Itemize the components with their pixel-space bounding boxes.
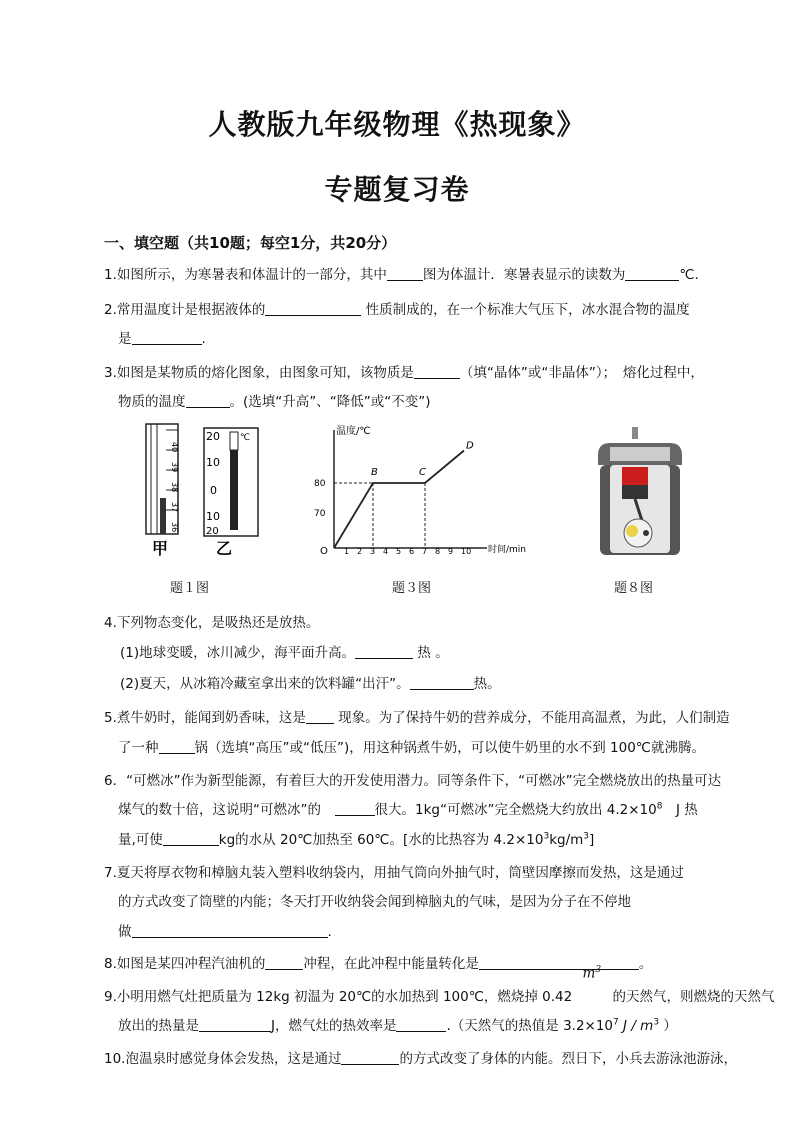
answer-blank[interactable] [265, 301, 361, 316]
x-tick-label: 5 [396, 547, 402, 555]
question-3-cont: 物质的温度 。(选填“升高”、“降低”或“不变”) [118, 394, 431, 410]
question-9: 9.小明用燃气灶把质量为 12kg 初温为 20℃的水加热到 100℃，燃烧掉 0.42 $m^3$ 的天然气，则燃烧的天然气 [104, 965, 775, 1005]
unit-m: m [582, 965, 596, 982]
answer-blank[interactable] [186, 393, 230, 408]
answer-blank[interactable] [414, 364, 460, 379]
answer-blank[interactable] [341, 1050, 399, 1065]
question-7: 7.夏天将厚衣物和樟脑丸装入塑料收纳袋内，用抽气筒向外抽气时，筒壁因摩擦而发热，这是通过 [104, 865, 684, 881]
label-jia: 甲 [152, 539, 169, 558]
question-2-cont: 是 . [118, 331, 206, 347]
question-2: 2.常用温度计是根据液体的 性质制成的，在一个标准大气压下，冰水混合物的温度 [104, 302, 690, 318]
answer-blank[interactable] [199, 1017, 271, 1032]
figure-3-caption: 题３图 [392, 581, 432, 596]
question-1: 1.如图所示，为寒暑表和体温计的一部分，其中 图为体温计．寒暑表显示的读数为 ℃. [104, 267, 699, 283]
question-4: 4.下列物态变化，是吸热还是放热。 [104, 615, 320, 631]
answer-blank[interactable] [163, 831, 219, 846]
x-tick-label: 3 [370, 547, 376, 555]
label-yi: 乙 [216, 539, 233, 558]
answer-blank[interactable] [265, 955, 303, 970]
engine-figure [590, 425, 690, 560]
answer-blank[interactable] [132, 923, 328, 938]
answer-blank[interactable] [410, 675, 474, 690]
point-label-d: D [466, 440, 474, 452]
figure-1-caption: 题１图 [170, 581, 210, 596]
graph-xlabel: 时间/min [488, 545, 527, 555]
tick-label: 10 [206, 456, 220, 469]
tick-label: 37 [170, 502, 179, 513]
page-subtitle: 专题复习卷 [324, 173, 470, 206]
point-label-c: C [419, 467, 426, 478]
answer-blank[interactable] [132, 330, 202, 345]
answer-blank[interactable] [355, 644, 413, 659]
question-10: 10.泡温泉时感觉身体会发热，这是通过 的方式改变了身体的内能。烈日下，小兵去游泳池游泳， [104, 1051, 737, 1067]
question-6-cont: 煤气的数十倍，这说明“可燃冰”的 很大。1kg“可燃冰”完全燃烧大约放出 $4.2\times 10^8$ J 热 [118, 801, 698, 818]
x-tick-label: 6 [409, 547, 415, 555]
y-tick-label: 70 [314, 509, 326, 519]
x-tick-label: 9 [448, 547, 454, 555]
question-6-cont2: 量,可使 kg的水从 20℃加热至 60℃。[水的比热容为 $4.2\times 10^3kg/m^3$] [118, 831, 595, 848]
series-line [334, 451, 464, 549]
section-heading: 一、填空题（共10题；每空1分，共20分） [104, 234, 397, 252]
question-5-cont: 了一种 锅（选填“高压”或“低压”)，用这种锅煮牛奶，可以使牛奶里的水不到 100℃就沸腾。 [118, 740, 705, 756]
point-label-b: B [371, 467, 378, 478]
question-6: 6．“可燃冰”作为新型能源，有着巨大的开发使用潜力。同等条件下，“可燃冰”完全燃烧放出的热量可达 [104, 773, 722, 789]
x-tick-label: 4 [383, 547, 389, 555]
y-tick-label: 80 [314, 479, 326, 489]
answer-blank[interactable] [306, 709, 334, 724]
answer-blank[interactable] [159, 739, 195, 754]
question-5: 5.煮牛奶时，能闻到奶香味，这是 现象。为了保持牛奶的营养成分，不能用高温煮，为此，人们制造 [104, 710, 730, 726]
tick-label: 20 [206, 430, 220, 443]
x-tick-label: 10 [461, 547, 472, 555]
x-tick-label: 2 [357, 547, 363, 555]
question-7-cont: 的方式改变了筒壁的内能；冬天打开收纳袋会闻到樟脑丸的气味，是因为分子在不停地 [118, 894, 631, 910]
figure-8-caption: 题８图 [614, 581, 654, 596]
answer-blank[interactable] [479, 955, 639, 970]
question-3: 3.如图是某物质的熔化图象，由图象可知，该物质是 （填“晶体”或“非晶体”）； 熔化过程中， [104, 365, 704, 381]
answer-blank[interactable] [396, 1017, 446, 1032]
answer-blank[interactable] [335, 801, 375, 816]
tick-label: 0 [210, 484, 217, 497]
melting-graph [312, 420, 542, 555]
unit-label: ℃ [240, 433, 251, 443]
x-tick-label: 8 [435, 547, 441, 555]
question-7-cont2: 做 . [118, 924, 332, 940]
tick-label: 40 [170, 442, 179, 453]
question-9-cont: 放出的热量是 J，燃气灶的热效率是 .（天然气的热值是 $3.2\times 10^7$ J / $m^3$ ） [118, 1017, 677, 1034]
question-4-1: (1)地球变暖，冰川减少，海平面升高。 热 。 [120, 645, 449, 661]
x-tick-label: 7 [422, 547, 428, 555]
question-4-2: (2)夏天，从冰箱冷藏室拿出来的饮料罐“出汗”。 热。 [120, 676, 501, 692]
tick-label: 10 [206, 510, 220, 523]
tick-label: 38 [170, 482, 179, 493]
tick-label: 39 [170, 462, 179, 473]
tick-label: 36 [170, 522, 179, 533]
question-8: 8.如图是某四冲程汽油机的 冲程，在此冲程中能量转化是 。 [104, 956, 653, 972]
graph-origin: O [320, 546, 328, 555]
x-tick-label: 1 [344, 547, 350, 555]
answer-blank[interactable] [387, 266, 423, 281]
answer-blank[interactable] [625, 266, 679, 281]
page-title: 人教版九年级物理《热现象》 [208, 108, 586, 141]
graph-ylabel: 温度/℃ [336, 426, 371, 437]
tick-label: 20 [206, 526, 219, 537]
thermometer-figure [142, 420, 262, 560]
